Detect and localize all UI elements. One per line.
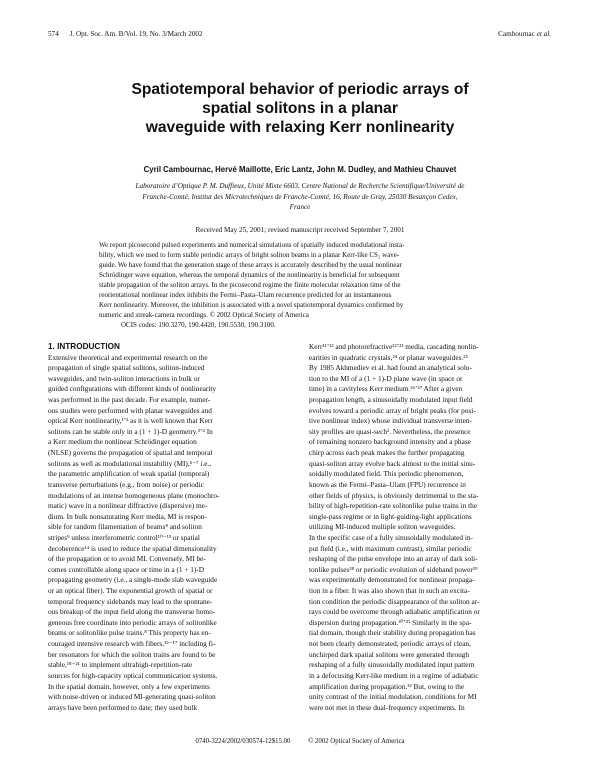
body-text-line: tive nonlinear index) whose individual transverse inten- [309,416,472,426]
body-text-line: put field (i.e., with maximum contrast), similar periodic [309,543,472,553]
copyright: © 2002 Optical Society of America [308,738,405,745]
body-text-line: soidally modulated field. This periodic phenomenon, [309,469,464,479]
body-text-line: known as the Fermi–Pasta–Ulam (FPU) recurrence in [309,479,466,489]
title-line: spatial solitons in a planar [202,100,398,117]
affiliation-line: Laboratoire d’Optique P. M. Duffieux, Unité Mixte 6603, Centre National de Recherche Scientifique/Université de [135,182,465,190]
affiliation [90,181,510,213]
body-text-line: ous studies were performed with planar waveguides and [48,405,212,415]
body-text-line: In the specific case of a fully sinusoidally modulated in- [309,532,473,542]
abstract-line: reorientational nonlinear index inhibits the Fermi–Pasta–Ulam recurrence predicted for an instantaneous [99,291,392,299]
abstract-line: We report picosecond pulsed experiments and numerical simulations of spatially induced modulational insta- [99,241,405,249]
running-header-right [498,30,551,38]
body-text-line: reshaping of a fully sinusoidally modulated input pattern [309,660,475,670]
body-text-line: utilizing MI-induced multiple soliton waveguides. [309,522,456,532]
article-code: 0740-3224/2002/030574-12$15.00 [195,738,291,745]
section-heading: 1. INTRODUCTION [48,342,120,351]
body-text-line: tion in a fiber. It was also shown that in such an excita- [309,586,470,596]
body-text-line: with noise-driven or induced MI-generating quasi-soliton [48,692,216,702]
body-text-line: couraged intensive research with fibers,¹⁵⁻¹⁷ including fi- [48,639,216,649]
body-text-line: of remaining nonzero background intensity and a phase [309,437,471,447]
body-text-line: evolves toward a periodic array of bright peaks (for posi- [309,405,476,415]
right-column [309,342,553,713]
affiliation-line: France [289,203,311,211]
et-al: et al. [536,30,551,38]
body-text-line: not been clearly demonstrated, periodic arrays of clean, [309,639,471,649]
received-dates: Received May 25, 2001; revised manuscript received September 7, 2001 [195,226,405,234]
body-text-line: guided configurations with different kinds of nonlinearity [48,384,217,394]
body-text-line: or an optical fiber). The exponential growth of spatial or [48,586,213,596]
body-text-line: dium. In bulk nonsaturating Kerr media, MI is respon- [48,511,207,521]
body-text-line: ous breakup of the input field along the transverse homo- [48,607,216,617]
body-text-line: solitons can be stable only in a (1 + 1)-D geometry.³ʼ⁴ In [48,426,213,436]
running-header-left [48,30,203,38]
body-text-line: tial domain, though their stability during propagation has [309,628,476,638]
body-text-line: earities in quadratic crystals,²⁴ or planar waveguides.²⁵ [309,352,468,362]
body-text-line: single-pass regime or in light-guiding-light applications [309,511,472,521]
body-text-line: comes controllable along space or time in a (1 + 1)-D [48,564,205,574]
body-text-line: of the propagation or to avoid MI. Conversely, MI be- [48,554,206,564]
running-author: Cambournac [498,30,535,38]
abstract-line: stable propagation of the soliton arrays. In the picosecond regime the finite molecular relaxation time of the [99,281,401,289]
abstract-line: Kerr nonlinearity. Moreover, the inhibition is associated with a novel spatiotemporal dynamics confirmed by [99,301,404,309]
body-text-line: decoherence¹⁴ is used to reduce the spatial dimensionality [48,543,217,553]
body-text-line: unity contrast of the initial modulation, conditions for MI [309,692,477,702]
paper-title [60,80,540,137]
body-text-line: reshaping of the pulse envelope into an array of dark soli- [309,554,478,564]
body-text-line: the parametric amplification of weak spatial (temporal) [48,469,210,479]
body-text-line: modulations of an intense homogeneous plane (monochro- [48,490,220,500]
abstract-line: bility, which we used to form stable periodic arrays of bright soliton beams in a planar Kerr-like CS₂ wave- [99,251,400,259]
body-text-line: other fields of physics, is obviously detrimental to the sta- [309,490,479,500]
body-text-line: unchirped dark spatial solitons were generated through [309,649,470,659]
body-text-line: tion condition the periodic disappearance of the soliton ar- [309,596,480,606]
page-number: 574 [48,30,59,38]
body-text-line: dispersion during propagation.³⁰ʼ³¹ Similarly in the spa- [309,617,472,627]
body-text-line: tion to the MI of a (1 + 1)-D plane wave (in space or [309,373,463,383]
body-text-line: ber resonators for which the soliton trains are found to be [48,649,216,659]
body-text-line: waveguides, and twin-soliton interactions in bulk or [48,373,200,383]
abstract-line: numeric and streak-camera recordings. © 2002 Optical Society of America [99,311,309,319]
title-line: Spatiotemporal behavior of periodic arrays of [131,81,469,98]
body-text-line: Extensive theoretical and experimental research on the [48,352,208,362]
body-text-line: transverse perturbations (e.g., from noise) or periodic [48,479,204,489]
body-text-line: beams or solitonlike pulse trains.⁸ This property has en- [48,628,211,638]
body-text-line: chirp across each peak makes the further propagating [309,448,465,458]
body-text-line: quasi-soliton array evolve back almost to the initial sinu- [309,458,476,468]
body-text-line: rays could be overcome through adiabatic amplification or [309,607,480,617]
page-footer [48,738,552,745]
body-text-line: optical Kerr nonlinearity,¹ʼ² as it is well known that Kerr [48,416,213,426]
body-text-line: propagation of single spatial solitons, soliton-induced [48,363,205,373]
author-list: Cyril Cambournac, Hervé Maillotte, Eric Lantz, John M. Dudley, and Mathieu Chauvet [143,165,457,174]
title-line: waveguide with relaxing Kerr nonlinearity [145,119,455,136]
abstract-line: guide. We have found that the generation stage of these arrays is accurately described by the usual nonlinear [99,261,402,269]
body-text-line: amplification during propagation.³² But, owing to the [309,681,465,691]
body-text-line: (NLSE) governs the propagation of spatial and temporal [48,448,213,458]
body-text-line: time) in a cavityless Kerr medium.²⁶ʼ²⁷ After a given [309,384,463,394]
body-text-line: In the spatial domain, however, only a few experiments [48,681,210,691]
body-text-line: tonlike pulses²⁸ or periodic evolution of sideband power²⁹ [309,564,478,574]
body-text-line: was experimentally demonstrated for nonlinear propaga- [309,575,475,585]
body-text-line: was performed in the past decade. For example, numer- [48,395,211,405]
abstract-line: Schrödinger wave equation, whereas the temporal dynamics of the nonlinearity is beneficial for subsequent [99,271,400,279]
left-column [48,342,292,713]
body-text-line: sible for random filamentation of beams⁸ and soliton [48,522,202,532]
body-text-line: arrays have been performed to date; they used bulk [48,702,198,712]
body-text-line: matic) wave in a nonlinear diffractive (dispersive) me- [48,501,208,511]
body-text-line: sity profiles are quasi-sech². Nevertheless, the presence [309,426,471,436]
body-text-line: sources for high-capacity optical communication systems. [48,670,218,680]
body-text-line: in a defocusing Kerr-like medium in a regime of adiabatic [309,670,479,680]
body-text-line: Kerr¹¹ʼ¹² and photorefractive²²ʼ²³ media, cascading nonlin- [309,342,479,351]
body-text-line: propagating geometry (i.e., a single-mode slab waveguide [48,575,218,585]
journal-citation: J. Opt. Soc. Am. B/Vol. 19, No. 3/March 2002 [69,30,203,38]
body-text-line: bility of high-repetition-rate solitonlike pulse trains in the [309,501,477,511]
body-text-line: stable,¹⁸⁻²¹ to implement ultrahigh-repetition-rate [48,660,193,670]
body-text-line: geneous free coordinate into periodic arrays of solitonlike [48,617,217,627]
affiliation-line: Franche-Comté, Institut des Microtechniques de Franche-Comté, 16, Route de Gray, 25030 Besançon Cedex, [142,192,458,201]
abstract [99,240,499,330]
body-text-line: were not met in these dual-frequency experiments. In [309,702,465,712]
body-text-line: a Kerr medium the nonlinear Schrödinger equation [48,437,197,447]
body-text-line: temporal frequency sidebands may lead to the spontane- [48,596,213,606]
body-text-line: propagation length, a sinusoidally modulated input field [309,395,473,405]
body-text-line: stripes⁹ unless interferometric control¹⁰⁻¹³ or spatial [48,532,200,542]
body-text-line: By 1985 Akhmediev et al. had found an analytical solu- [309,363,472,373]
ocis-codes: OCIS codes: 190.3270, 190.4420, 190.5530, 190.3100. [121,321,276,329]
body-text-line: solitons as well as modulational instability (MI),⁵⁻⁷ i.e., [48,458,212,468]
